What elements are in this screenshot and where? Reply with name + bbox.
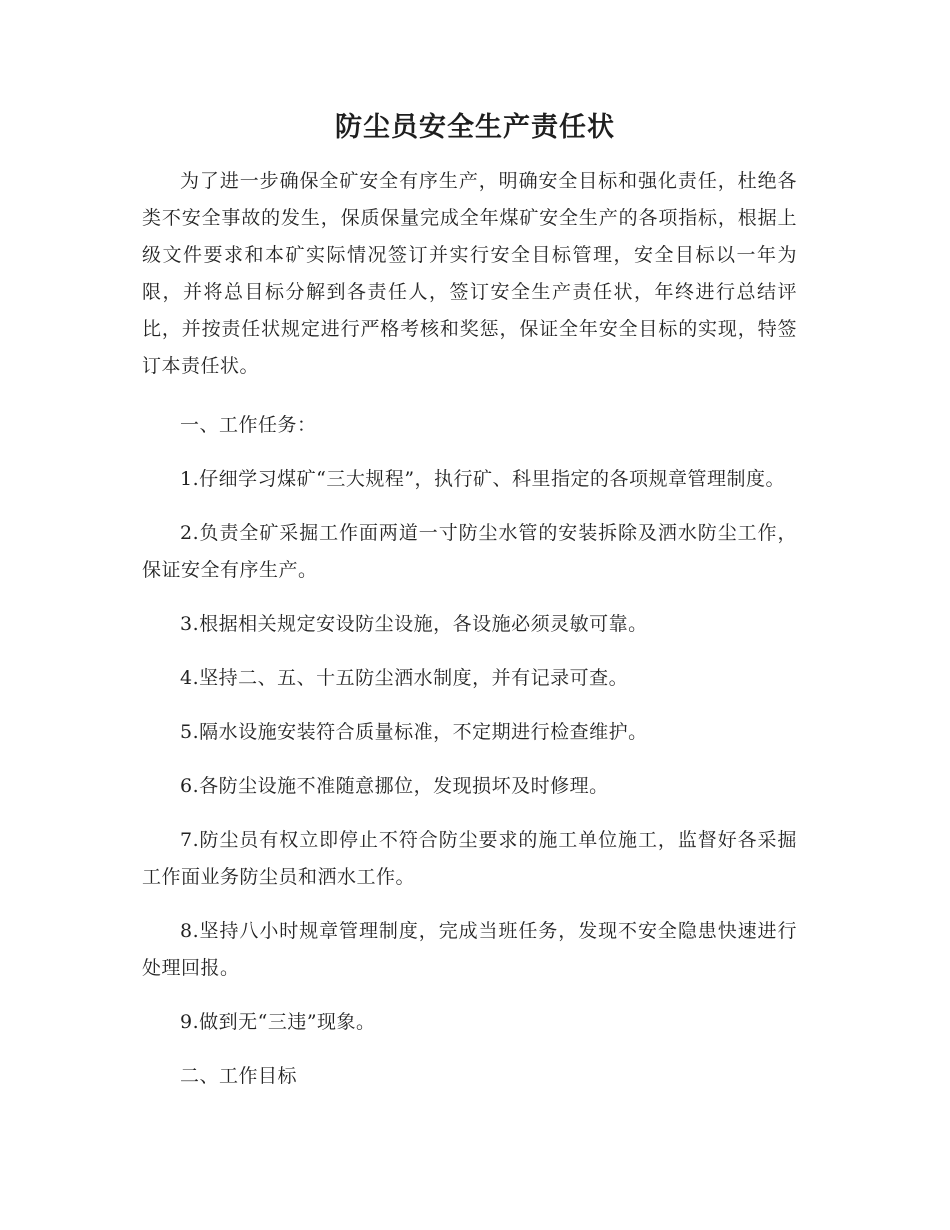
task-item-2: 2.负责全矿采掘工作面两道一寸防尘水管的安装拆除及洒水防尘工作，保证安全有序生产。 <box>142 522 797 581</box>
task-item-5: 5.隔水设施安装符合质量标准，不定期进行检查维护。 <box>180 721 648 743</box>
task-item-4: 4.坚持二、五、十五防尘洒水制度，并有记录可查。 <box>180 667 629 689</box>
task-item-3: 3.根据相关规定安设防尘设施，各设施必须灵敏可靠。 <box>180 613 648 635</box>
section-heading-work-tasks: 一、工作任务： <box>180 414 317 436</box>
task-item-1: 1.仔细学习煤矿“三大规程”，执行矿、科里指定的各项规章管理制度。 <box>180 468 786 490</box>
document-body <box>142 163 797 1112</box>
document-title: 防尘员安全生产责任状 <box>335 112 615 143</box>
intro-paragraph: 为了进一步确保全矿安全有序生产，明确安全目标和强化责任，杜绝各类不安全事故的发生，保质保量完成全年煤矿安全生产的各项指标，根据上级文件要求和本矿实际情况签订并实行安全目标管理，安全目标以一年为限，并将总目标分解到各责任人，签订安全生产责任状，年终进行总结评比，并按责任状规定进行严格考核和奖惩，保证全年安全目标的实现，特签订本责任状。 <box>142 170 797 377</box>
task-item-9: 9.做到无“三违”现象。 <box>180 1011 376 1033</box>
task-item-6: 6.各防尘设施不准随意挪位，发现损坏及时修理。 <box>180 775 609 797</box>
section-heading-work-goals: 二、工作目标 <box>180 1065 298 1087</box>
task-item-7: 7.防尘员有权立即停止不符合防尘要求的施工单位施工，监督好各采掘工作面业务防尘员和洒水工作。 <box>142 829 797 888</box>
task-item-8: 8.坚持八小时规章管理制度，完成当班任务，发现不安全隐患快速进行处理回报。 <box>142 920 797 979</box>
